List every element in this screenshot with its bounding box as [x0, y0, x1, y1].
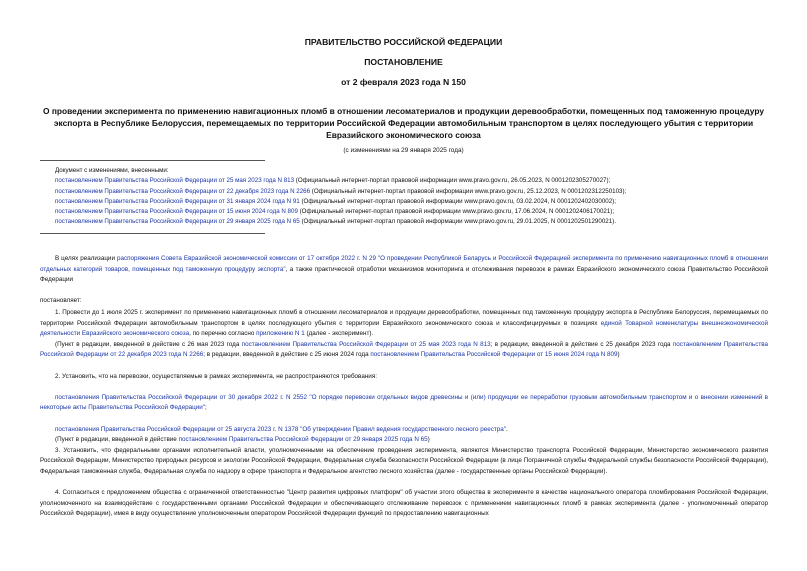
- document-type: ПОСТАНОВЛЕНИЕ: [364, 57, 443, 67]
- change-item: [55, 197, 626, 207]
- note-text: (Пункт в редакции, введенной в действие: [55, 436, 179, 444]
- edition-note: (с изменениями на 29 января 2025 года): [343, 147, 464, 154]
- change-item: [55, 207, 626, 217]
- document-body: [40, 254, 768, 520]
- note-text: ): [617, 351, 620, 359]
- item-4: 4. Согласиться с предложением общества с ограниченной ответственностью "Центр развития цифровых платформ" об участии этого общества в эксперименте в качестве национального оператора пломбирования Российской Федерации, уполномоченного на взаимодействие с государственными органами Российской Федерации и обеспечивающего отслеживание перевозок с применением навигационных пломб в рамках эксперимента (далее - уполномоченный оператор Российской Федерации), имея в виду осуществление уполномоченным оператором Российской Федерации функций по предоставлению навигационных: [40, 489, 768, 518]
- item-2-req-1: [40, 393, 768, 414]
- note-text: ): [427, 436, 430, 444]
- note-link[interactable]: постановлением Правительства Российской Федерации от 29 января 2025 года N 65: [178, 436, 428, 444]
- preamble-text: В целях реализации: [55, 255, 117, 262]
- change-link[interactable]: постановлением Правительства Российской Федерации от 29 января 2025 года N 65: [55, 218, 300, 226]
- changes-intro: Документ с изменениями, внесенными:: [55, 167, 169, 174]
- change-source: (Официальный интернет-портал правовой информации www.pravo.gov.ru, 03.02.2024, N 0001202402030002);: [299, 197, 616, 205]
- change-item: [55, 217, 626, 227]
- top-divider: [40, 160, 265, 161]
- change-item: [55, 187, 626, 197]
- item-1-text-c: (далее - эксперимент).: [304, 330, 374, 338]
- change-link[interactable]: постановлением Правительства Российской Федерации от 22 декабря 2023 года N 2266: [55, 187, 311, 195]
- change-link[interactable]: постановлением Правительства Российской Федерации от 25 мая 2023 года N 813: [55, 177, 295, 185]
- preamble-paragraph: [40, 254, 768, 286]
- item-1-note: [40, 340, 768, 361]
- change-source: (Официальный интернет-портал правовой информации www.pravo.gov.ru, 29.01.2025, N 0001202501290021).: [299, 218, 616, 226]
- preamble-text-end: , а также практической отработки механизмов мониторинга и отслеживания перевозок в рамках Евразийского экономического союза Правительство Российской Федерации: [40, 265, 768, 284]
- document-date: от 2 февраля 2023 года N 150: [341, 77, 466, 87]
- resolves-text: постановляет:: [40, 297, 82, 305]
- note-link[interactable]: постановлением Правительства Российской Федерации от 25 мая 2023 года N 813: [241, 340, 491, 348]
- appendix-1-link[interactable]: приложению N 1: [256, 330, 305, 338]
- note-text: ; в редакции, введенной в действие с 25 декабря 2023 года: [490, 340, 673, 348]
- ecc-order-link[interactable]: распоряжения Совета Евразийской экономической комиссии от 17 октября 2022 г. N 29 "О проведении Республикой Беларусь и Российской Федерацией эксперимента по применению навигационных пломб в отношении отдельных категорий товаров, помещенных под таможенную процедуру экспорта": [40, 255, 768, 273]
- note-link[interactable]: постановлением Правительства Российской Федерации от 22 декабря 2023 года N 2266: [40, 340, 768, 359]
- note-link[interactable]: постановлением Правительства Российской Федерации от 15 июня 2024 года N 809: [370, 351, 618, 359]
- punct: .: [505, 425, 508, 433]
- item-1-text: 1. Провести до 1 июля 2025 г. эксперимент по применению навигационных пломб в отношении лесоматериалов и продукции деревообработки, помещенных под таможенную процедуру экспорта в Республике Белоруссия, перемещаемых по территории Российской Федерации автомобильным транспортом в целях последующего убытия с территории Евразийского экономического союза и классифицируемых в позициях: [40, 308, 768, 327]
- change-link[interactable]: постановлением Правительства Российской Федерации от 31 января 2024 года N 91: [55, 197, 300, 205]
- item-2-note: [40, 435, 768, 446]
- change-link[interactable]: постановлением Правительства Российской Федерации от 15 июня 2024 года N 809: [55, 208, 298, 216]
- note-text: ; в редакции, введенной в действие с 25 июня 2024 года: [203, 351, 371, 359]
- item-1-text-b: , по перечню согласно: [189, 330, 257, 338]
- item-3: 3. Установить, что федеральными органами исполнительной власти, уполномоченными на обеспечение проведения эксперимента, являются Министерство транспорта Российской Федерации, Министерство экономического развития Российской Федерации, Министерство природных ресурсов и экологии Российской Федерации, Федеральная служба безопасности Российской Федерации (в лице Пограничной службы Федеральной службы безопасности Российской Федерации), Федеральная таможенная служба, Федеральная служба по надзору в сфере транспорта и Федеральное агентство лесного хозяйства (далее - государственные органы Российской Федерации).: [40, 446, 768, 475]
- changes-list: [55, 166, 626, 228]
- item-1: [40, 308, 768, 340]
- government-name: ПРАВИТЕЛЬСТВО РОССИЙСКОЙ ФЕДЕРАЦИИ: [304, 37, 503, 47]
- punct: ;: [204, 404, 207, 412]
- item-2: 2. Установить, что на перевозки, осуществляемые в рамках эксперимента, не распространяются требования:: [55, 372, 377, 380]
- document-title: О проведении эксперимента по применению навигационных пломб в отношении лесоматериалов и продукции деревообработки, помещенных под таможенную процедуру экспорта в Республике Белоруссия, перемещаемых по территории Российской Федерации автомобильным транспортом в целях последующего убытия с территории Евразийского экономического союза: [43, 106, 764, 140]
- change-item: [55, 176, 626, 186]
- tnved-link[interactable]: единой Товарной номенклатуры внешнеэкономической деятельности Евразийского экономического союза: [40, 319, 768, 338]
- resolution-1378-link[interactable]: постановления Правительства Российской Федерации от 25 августа 2023 г. N 1378 "Об утверждении Правил ведения государственного лесного реестра": [55, 425, 506, 433]
- bottom-divider: [40, 233, 265, 234]
- change-source: (Официальный интернет-портал правовой информации www.pravo.gov.ru, 26.05.2023, N 0001202305270027);: [294, 177, 611, 185]
- note-text: (Пункт в редакции, введенной в действие с 26 мая 2023 года: [55, 340, 242, 348]
- item-2-req-2: [40, 425, 768, 436]
- change-source: (Официальный интернет-портал правовой информации www.pravo.gov.ru, 25.12.2023, N 0001202312250103);: [310, 187, 627, 195]
- change-source: (Официальный интернет-портал правовой информации www.pravo.gov.ru, 17.06.2024, N 0001202406170021);: [297, 208, 615, 216]
- resolution-2552-link[interactable]: постановления Правительства Российской Федерации от 30 декабря 2022 г. N 2552 "О порядке перевозки отдельных видов древесины и (или) продукции ее переработки грузовым автомобильным транспортом и о внесении изменений в некоторые акты Правительства Российской Федерации": [40, 393, 768, 412]
